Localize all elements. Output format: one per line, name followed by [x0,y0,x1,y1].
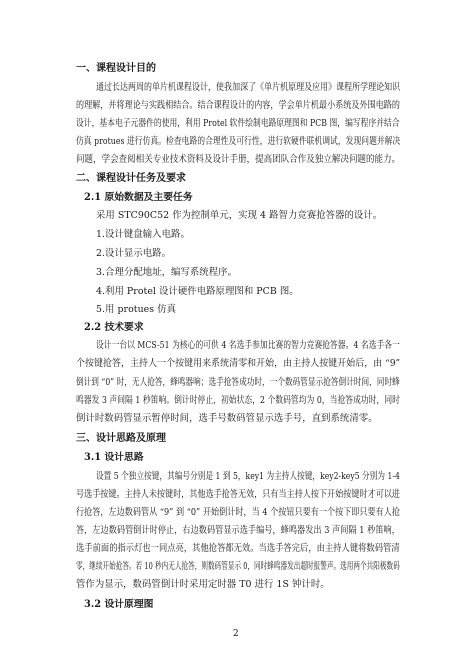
paragraph-line: 个按键抢答，主持人一个按键用来系统清零和开始，由主持人按键开始后，由 “9” [76,358,401,369]
paragraph-line: 选手前面的指示灯也一同点亮，其他抢答都无效。当选手答完后，由主持人键将数码管清 [76,543,400,554]
paragraph-line: 设置 5 个独立按键，其编号分别是 1 到 5，key1 为主持人按键，key2-key5 分别为 1-4 [96,471,400,482]
subsection-3-2-heading: 3.2 设计原理图 [84,599,154,610]
task-item: 2.设计显示电路。 [96,248,172,259]
task-item: 1.设计键盘输入电路。 [96,229,190,240]
section-3-heading: 三、设计思路及原理 [76,433,166,444]
subsection-3-1-heading: 3.1 设计思路 [84,452,144,463]
paragraph-line: 的理解，并将理论与实践相结合。结合课程设计的内容，学会单片机最小系统及外围电路的 [76,100,401,111]
paragraph-line: 设计一台以 MCS-51 为核心的可供 4 名选手参加比赛的智力竞赛抢答器。4 名选手各一 [96,340,400,351]
paragraph-line: 倒计时数码管显示暂停时间，选手号数码管显示选手号，直到系统清零。 [76,413,378,424]
paragraph-line: 问题，学会查阅相关专业技术资料及设计手册，提高团队合作及独立解决问题的能力。 [76,154,401,165]
paragraph-line: 鸣器发 3 声间隔 1 秒笛响。倒计时停止，初始状态，2 个数码管均为 0，当抢答成功时，同时 [76,395,400,406]
task-item: 3.合理分配地址，编写系统程序。 [96,267,237,278]
page-number: 2 [233,629,239,639]
paragraph-line: 通过长达两周的单片机课程设计，使我加深了《单片机原理及应用》课程所学理论知识 [96,82,401,93]
paragraph-line: 行抢答，左边数码管从 “9” 到 “0” 开始倒计时，当 4 个按钮只要有一个按下即只要有人抢 [76,507,401,518]
section-1-heading: 一、课程设计目的 [76,63,156,74]
paragraph-line: 管作为显示，数码管倒计时采用定时器 T0 进行 1S 钟计时。 [76,579,330,590]
subsection-2-1-heading: 2.1 原始数据及主要任务 [84,192,193,203]
subsection-2-2-heading: 2.2 技术要求 [84,322,144,333]
task-intro: 采用 STC90C52 作为控制单元，实现 4 路智力竞赛抢答器的设计。 [96,210,383,221]
section-2-heading: 二、课程设计任务及要求 [76,173,186,184]
task-item: 5.用 protues 仿真 [96,304,177,315]
paragraph-line: 答，左边数码管倒计时停止，右边数码管显示选手编号，蜂鸣器发出 3 声间隔 1 秒笛响， [76,525,400,536]
paragraph-line: 号选手按键。主持人未按键时，其他选手抢答无效，只有当主持人按下开始按键时才可以进 [76,489,401,500]
paragraph-line: 设计，基本电子元器件的使用，利用 Protel 软件绘制电路原理图和 PCB 图，编写程序并结合 [76,118,400,129]
paragraph-line: 倒计到 “0” 时，无人抢答，蜂鸣器响；选手抢答成功时，一个数码管显示抢答倒计时间，同时蜂 [76,377,400,388]
task-item: 4.利用 Protel 设计硬件电路原理图和 PCB 图。 [96,286,299,297]
paragraph-line: 零，继续开始抢答。若 10 秒内无人抢答，则数码管显示 0，同时蜂鸣器发出超时报警声。选用两个共阳极数码 [76,561,400,572]
paragraph-line: 仿真 protues 进行仿真。检查电路的合理性及可行性，进行软硬件联机调试，发现问题并解决 [76,136,401,147]
